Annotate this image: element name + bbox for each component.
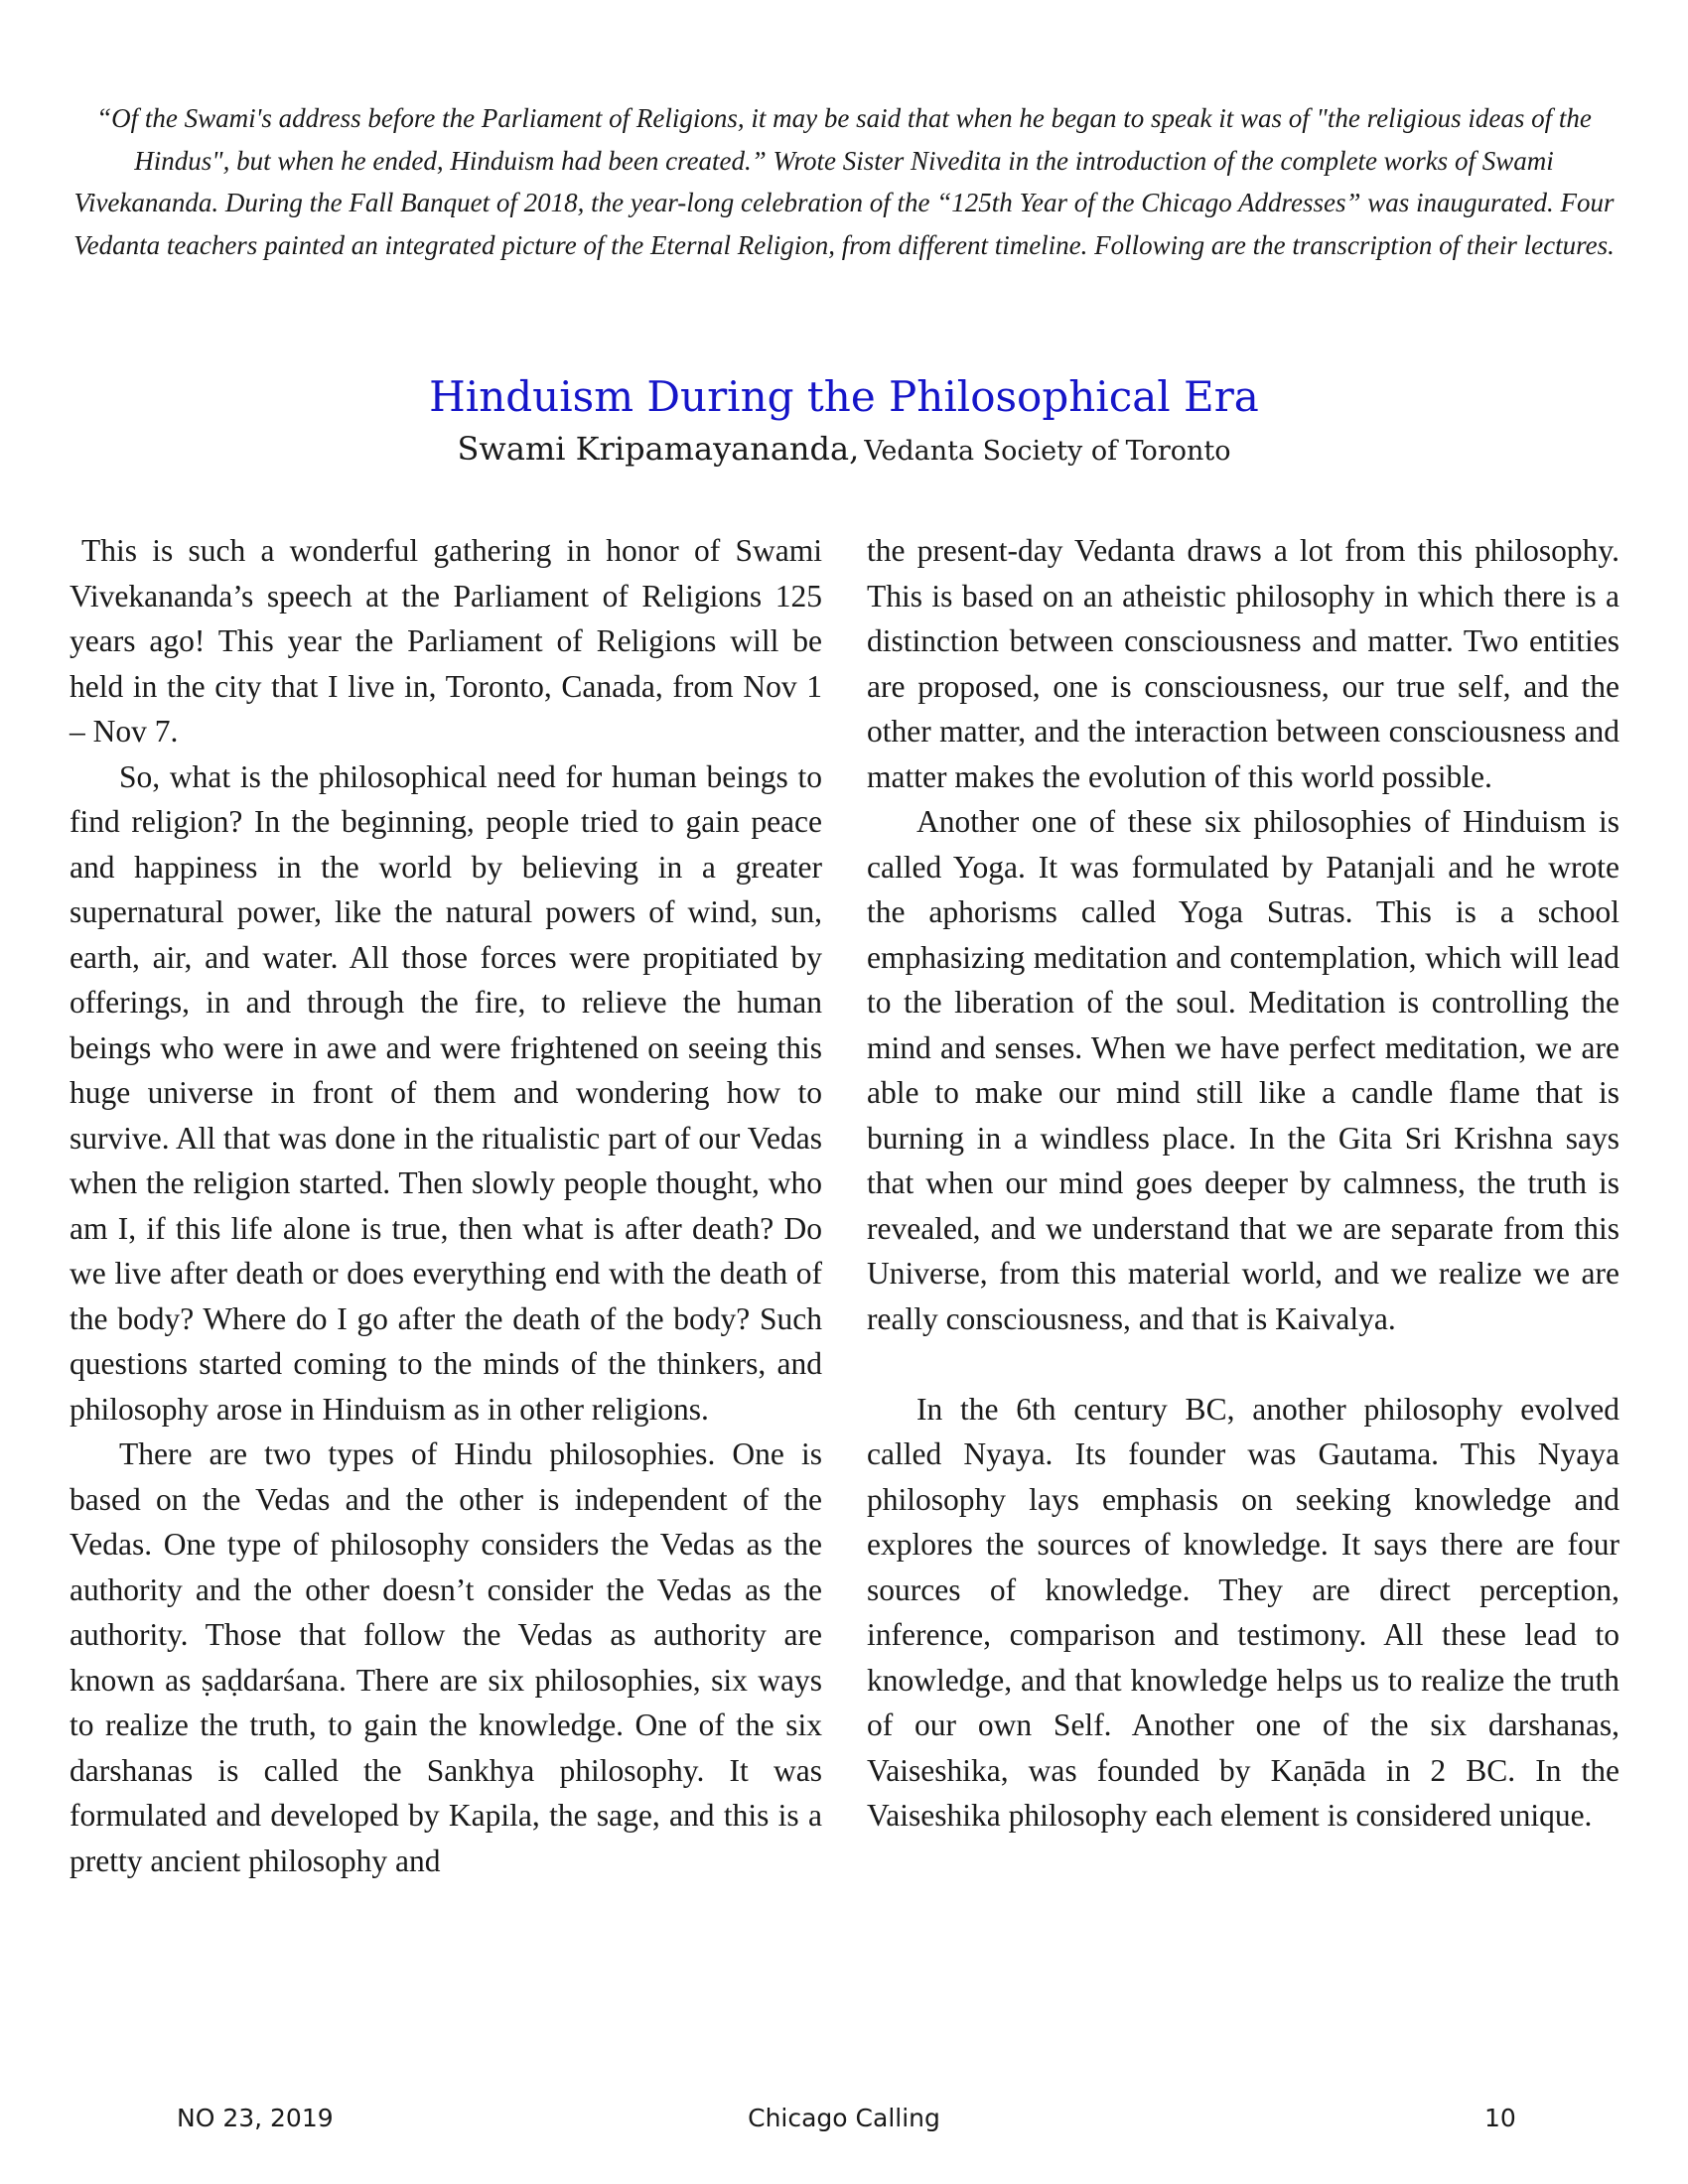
footer-publication: Chicago Calling bbox=[748, 2104, 940, 2132]
author-organization: Vedanta Society of Toronto bbox=[864, 436, 1231, 467]
paragraph: Another one of these six philosophies of Hinduism is called Yoga. It was formulated by Patanjali and he wrote the aphorisms called Yoga Sutras. This is a school emphasizing meditation and contemplation, which will lead to the liberation of the soul. Meditation is controlling the mind and senses. When we have perfect meditation, we are able to make our mind still like a candle flame that is burning in a windless place. In the Gita Sri Krishna says that when our mind goes deeper by calmness, the truth is revealed, and we understand that we are separate from this Universe, from this material world, and we realize we are really consciousness, and that is Kaivalya. bbox=[867, 804, 1619, 1336]
paragraph: This is such a wonderful gathering in honor of Swami Vivekananda’s speech at the Parliament of Religions 125 years ago! This year the Parliament of Religions will be held in the city that I live in, Toronto, Canada, from Nov 1 – Nov 7. bbox=[70, 533, 822, 749]
right-column bbox=[867, 528, 1619, 1839]
intro-text: “Of the Swami's address before the Parliament of Religions, it may be said that when he began to speak it was of "the religious ideas of the Hindus", but when he ended, Hinduism had been created.” Wrote Sister Nivedita in the introduction of the complete works of Swami Vivekananda. During the Fall Banquet of 2018, the year-long celebration of the “125th Year of the Chicago Addresses” was inaugurated. Four Vedanta teachers painted an integrated picture of the Eternal Religion, from different timeline. Following are the transcription of their lectures. bbox=[73, 103, 1615, 260]
author-name: Swami Kripamayananda, bbox=[457, 430, 860, 468]
paragraph: the present-day Vedanta draws a lot from this philosophy. This is based on an atheistic philosophy in which there is a distinction between consciousness and matter. Two entities are proposed, one is consciousness, our true self, and the other matter, and the interaction between consciousness and matter makes the evolution of this world possible. bbox=[867, 533, 1619, 794]
article-title: Hinduism During the Philosophical Era bbox=[429, 372, 1259, 421]
footer-date: NO 23, 2019 bbox=[177, 2104, 334, 2132]
paragraph: In the 6th century BC, another philosophy evolved called Nyaya. Its founder was Gautama. This Nyaya philosophy lays emphasis on seeking knowledge and explores the sources of knowledge. It says there are four sources of knowledge. They are direct perception, inference, comparison and testimony. All these lead to knowledge, and that knowledge helps us to realize the truth of our own Self. Another one of the six darshanas, Vaiseshika, was founded by Kaṇāda in 2 BC. In the Vaiseshika philosophy each element is considered unique. bbox=[867, 1391, 1619, 1833]
page-number: 10 bbox=[1484, 2104, 1516, 2132]
paragraph: So, what is the philosophical need for human beings to find religion? In the beginning, people tried to gain peace and happiness in the world by believing in a greater supernatural power, like the natural powers of wind, sun, earth, air, and water. All those forces were propitiated by offerings, in and through the fire, to relieve the human beings who were in awe and were frightened on seeing this huge universe in front of them and wondering how to survive. All that was done in the ritualistic part of our Vedas when the religion started. Then slowly people thought, who am I, if this life alone is true, then what is after death? Do we live after death or does everything end with the death of the body? Where do I go after the death of the body? Such questions started coming to the minds of the thinkers, and philosophy arose in Hinduism as in other religions. bbox=[70, 758, 822, 1427]
paragraph: There are two types of Hindu philosophies. One is based on the Vedas and the other is independent of the Vedas. One type of philosophy considers the Vedas as the authority and the other doesn’t consider the Vedas as the authority. Those that follow the Vedas as authority are known as ṣaḍdarśana. There are six philosophies, six ways to realize the truth, to gain the knowledge. One of the six darshanas is called the Sankhya philosophy. It was formulated and developed by Kapila, the sage, and this is a pretty ancient philosophy and bbox=[70, 1436, 822, 1878]
byline bbox=[0, 427, 1688, 477]
intro-note bbox=[60, 97, 1628, 266]
left-column bbox=[70, 528, 822, 1883]
